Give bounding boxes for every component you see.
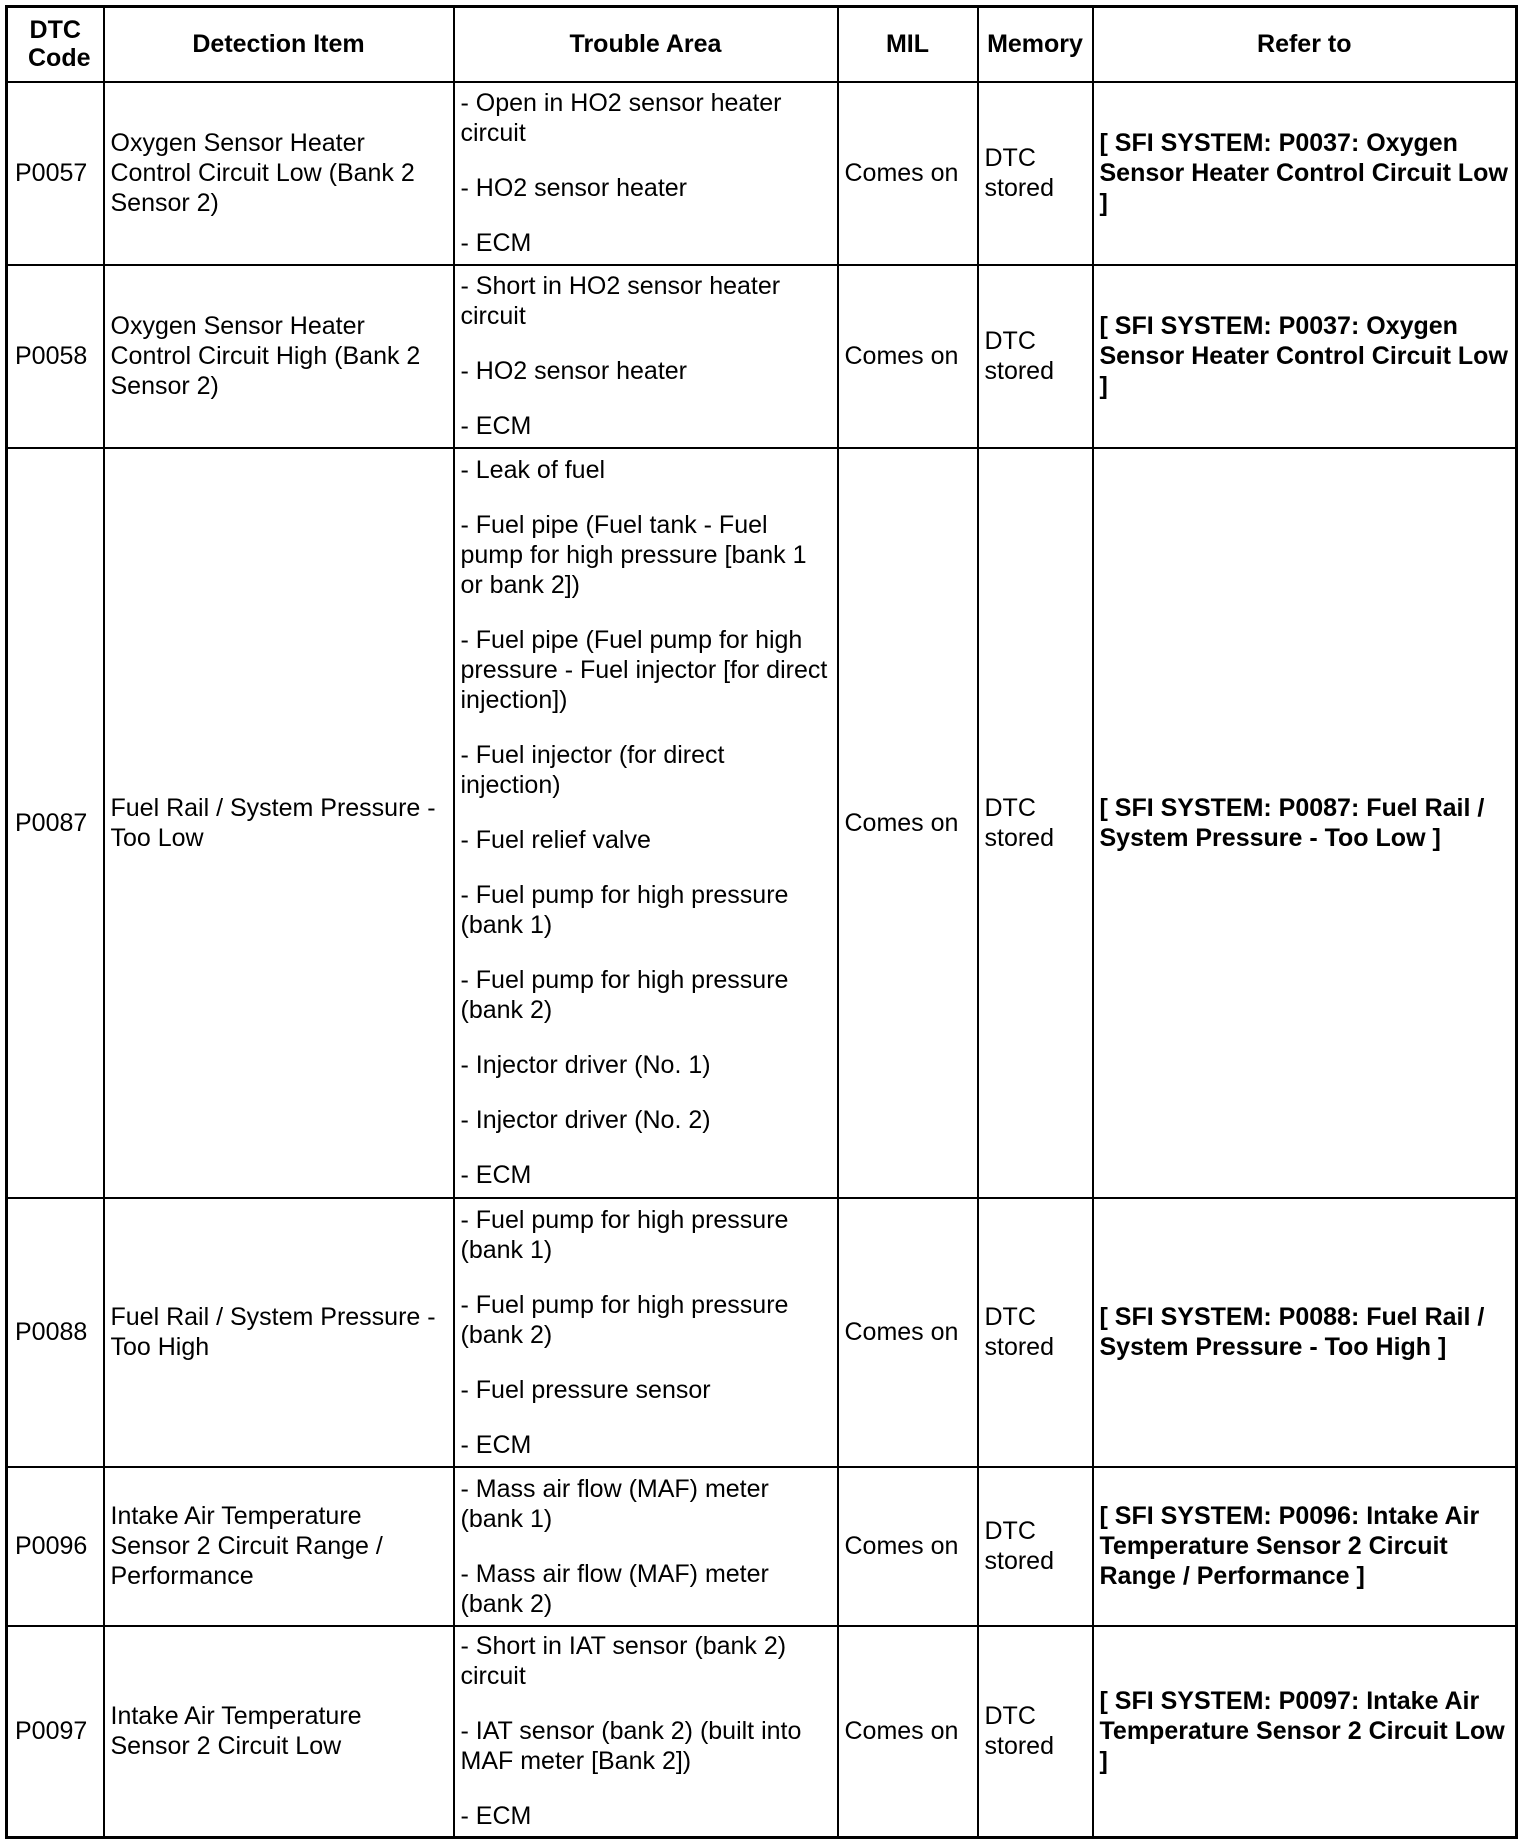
dtc-code-cell: P0096 [7, 1467, 104, 1626]
trouble-area-item: - ECM [460, 1802, 532, 1831]
trouble-area-list [461, 271, 831, 441]
refer-to-cell: [ SFI SYSTEM: P0037: Oxygen Sensor Heater Control Circuit Low ] [1093, 82, 1517, 265]
trouble-area-item: - HO2 sensor heater [460, 357, 687, 385]
trouble-area-list [461, 455, 831, 1190]
trouble-area-list [461, 1631, 831, 1831]
dtc-code-cell: P0088 [7, 1198, 104, 1467]
trouble-area-item: - Fuel pipe (Fuel tank - Fuel pump for high pressure [bank 1 or bank 2]) [460, 511, 807, 599]
memory-cell: DTC stored [978, 448, 1093, 1198]
dtc-table [5, 5, 1518, 1839]
detection-item-cell: Oxygen Sensor Heater Control Circuit Low (Bank 2 Sensor 2) [104, 82, 454, 265]
trouble-area-cell [454, 82, 838, 265]
dtc-code-cell: P0097 [7, 1626, 104, 1838]
memory-cell: DTC stored [978, 1626, 1093, 1838]
trouble-area-item: - HO2 sensor heater [460, 174, 687, 202]
header-trouble-area: Trouble Area [454, 7, 838, 82]
detection-item-cell: Intake Air Temperature Sensor 2 Circuit Low [104, 1626, 454, 1838]
memory-cell: DTC stored [978, 1467, 1093, 1626]
trouble-area-item: - Fuel relief valve [460, 826, 651, 854]
dtc-code-cell: P0087 [7, 448, 104, 1198]
trouble-area-item: - Fuel injector (for direct injection) [460, 741, 725, 799]
mil-cell: Comes on [838, 265, 978, 448]
header-memory: Memory [978, 7, 1093, 82]
table-body [7, 82, 1517, 1838]
trouble-area-item: - Fuel pump for high pressure (bank 2) [460, 966, 789, 1024]
trouble-area-item: - Fuel pipe (Fuel pump for high pressure - Fuel injector [for direct injection]) [460, 626, 828, 714]
trouble-area-item: - Fuel pump for high pressure (bank 1) [460, 1205, 789, 1264]
mil-cell: Comes on [838, 1626, 978, 1838]
mil-cell: Comes on [838, 448, 978, 1198]
trouble-area-item: - Mass air flow (MAF) meter (bank 2) [460, 1559, 769, 1618]
mil-cell: Comes on [838, 1198, 978, 1467]
table-row [7, 1198, 1517, 1467]
trouble-area-cell [454, 448, 838, 1198]
table-row [7, 1626, 1517, 1838]
refer-to-cell: [ SFI SYSTEM: P0088: Fuel Rail / System Pressure - Too High ] [1093, 1198, 1517, 1467]
trouble-area-item: - Fuel pump for high pressure (bank 2) [460, 1290, 789, 1349]
trouble-area-item: - Injector driver (No. 1) [460, 1051, 711, 1079]
table-row [7, 265, 1517, 448]
memory-cell: DTC stored [978, 82, 1093, 265]
refer-to-cell: [ SFI SYSTEM: P0037: Oxygen Sensor Heater Control Circuit Low ] [1093, 265, 1517, 448]
header-refer-to: Refer to [1093, 7, 1517, 82]
trouble-area-item: - Injector driver (No. 2) [460, 1106, 711, 1134]
dtc-code-cell: P0058 [7, 265, 104, 448]
trouble-area-item: - ECM [460, 412, 532, 440]
table-row [7, 82, 1517, 265]
trouble-area-list [461, 1205, 831, 1460]
trouble-area-item: - Short in IAT sensor (bank 2) circuit [460, 1632, 787, 1691]
trouble-area-cell [454, 265, 838, 448]
header-mil: MIL [838, 7, 978, 82]
trouble-area-item: - Fuel pressure sensor [460, 1375, 711, 1404]
trouble-area-cell [454, 1198, 838, 1467]
header-detection-item: Detection Item [104, 7, 454, 82]
memory-cell: DTC stored [978, 1198, 1093, 1467]
memory-cell: DTC stored [978, 265, 1093, 448]
trouble-area-item: - ECM [460, 1430, 532, 1459]
trouble-area-cell [454, 1626, 838, 1838]
table-row [7, 1467, 1517, 1626]
detection-item-cell: Intake Air Temperature Sensor 2 Circuit Range / Performance [104, 1467, 454, 1626]
trouble-area-item: - Leak of fuel [460, 456, 606, 484]
header-row [7, 7, 1517, 82]
mil-cell: Comes on [838, 1467, 978, 1626]
trouble-area-item: - IAT sensor (bank 2) (built into MAF meter [Bank 2]) [460, 1717, 802, 1776]
header-dtc-code: DTC Code [7, 7, 104, 82]
refer-to-cell: [ SFI SYSTEM: P0097: Intake Air Temperature Sensor 2 Circuit Low ] [1093, 1626, 1517, 1838]
dtc-code-cell: P0057 [7, 82, 104, 265]
trouble-area-list [461, 88, 831, 258]
mil-cell: Comes on [838, 82, 978, 265]
table-row [7, 448, 1517, 1198]
refer-to-cell: [ SFI SYSTEM: P0096: Intake Air Temperature Sensor 2 Circuit Range / Performance ] [1093, 1467, 1517, 1626]
refer-to-cell: [ SFI SYSTEM: P0087: Fuel Rail / System Pressure - Too Low ] [1093, 448, 1517, 1198]
detection-item-cell: Fuel Rail / System Pressure - Too Low [104, 448, 454, 1198]
trouble-area-item: - Fuel pump for high pressure (bank 1) [460, 881, 789, 939]
detection-item-cell: Fuel Rail / System Pressure - Too High [104, 1198, 454, 1467]
trouble-area-list [461, 1474, 831, 1619]
trouble-area-item: - ECM [460, 229, 532, 257]
trouble-area-cell [454, 1467, 838, 1626]
trouble-area-item: - ECM [460, 1161, 532, 1189]
trouble-area-item: - Mass air flow (MAF) meter (bank 1) [460, 1474, 769, 1533]
trouble-area-item: - Open in HO2 sensor heater circuit [460, 89, 782, 147]
trouble-area-item: - Short in HO2 sensor heater circuit [460, 272, 781, 330]
detection-item-cell: Oxygen Sensor Heater Control Circuit High (Bank 2 Sensor 2) [104, 265, 454, 448]
